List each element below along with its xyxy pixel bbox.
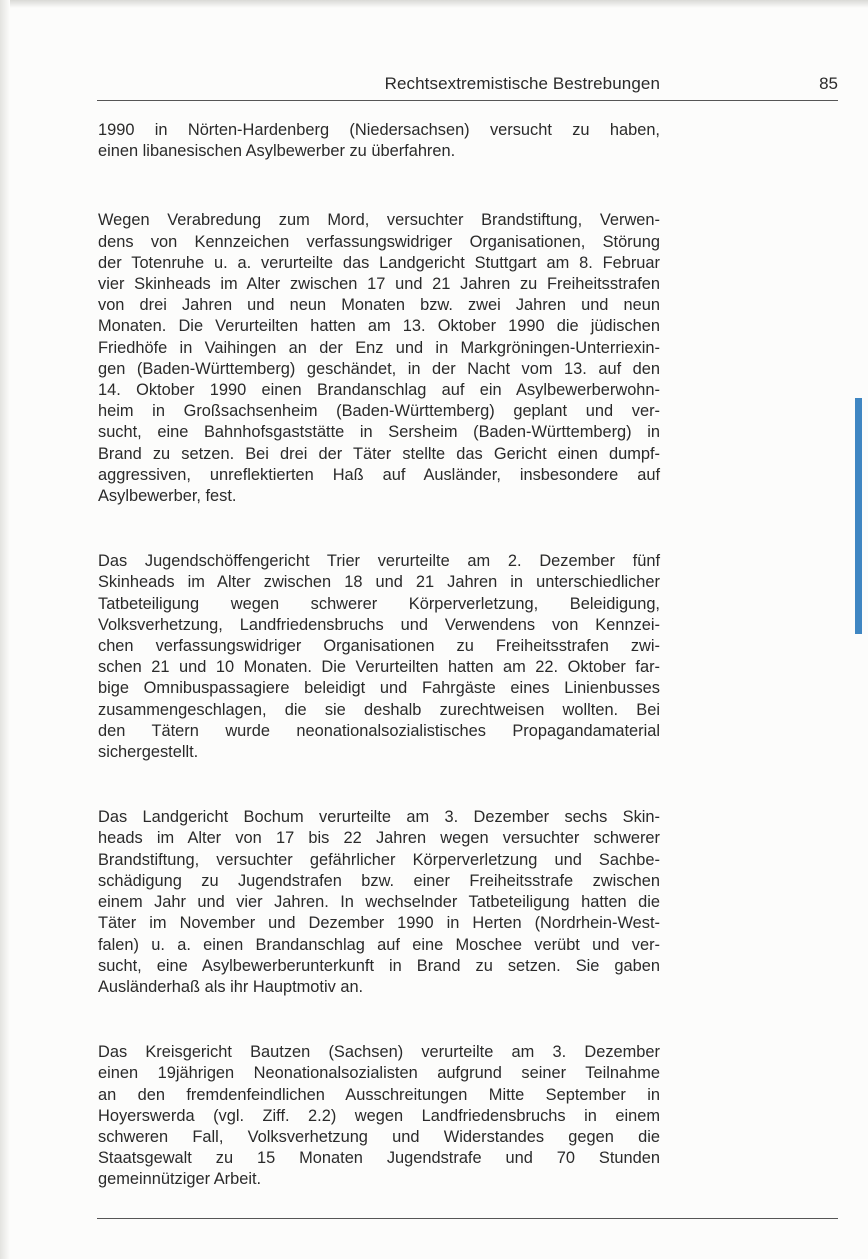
- text-line: gen (Baden-Württemberg) geschändet, in der Nacht vom 13. auf den: [98, 359, 660, 378]
- text-line: Das Jugendschöffengericht Trier verurteilte am 2. Dezember fünf: [98, 552, 660, 571]
- text-line: Volksverhetzung, Landfriedensbruchs und Verwendens von Kennzei-: [98, 615, 660, 634]
- page-number: 85: [819, 74, 838, 93]
- paragraph-4: [98, 807, 660, 998]
- text-line: chen verfassungswidriger Organisationen zu Freiheitsstrafen zwi-: [98, 637, 660, 656]
- text-line: Ausländerhaß als ihr Hauptmotiv an.: [98, 977, 364, 996]
- header-rule: [97, 100, 838, 101]
- text-line: heim in Großsachsenheim (Baden-Württemberg) geplant und ver-: [98, 402, 660, 421]
- text-line: Skinheads im Alter zwischen 18 und 21 Jahren in unterschiedlicher: [98, 573, 660, 592]
- text-line: Täter im November und Dezember 1990 in Herten (Nordrhein-West-: [98, 914, 660, 933]
- scan-edge-left: [0, 0, 10, 1259]
- text-line: der Totenruhe u. a. verurteilte das Landgericht Stuttgart am 8. Februar: [98, 253, 660, 272]
- text-line: aggressiven, unreflektierten Haß auf Ausländer, insbesondere auf: [98, 465, 660, 484]
- text-line: Asylbewerber, fest.: [98, 487, 237, 506]
- body-text: [98, 120, 660, 1191]
- text-line: bige Omnibuspassagiere beleidigt und Fahrgäste eines Linienbusses: [98, 679, 660, 698]
- text-line: Monaten. Die Verurteilten hatten am 13. Oktober 1990 die jüdischen: [98, 317, 660, 336]
- text-line: an den fremdenfeindlichen Ausschreitungen Mitte September in: [98, 1085, 660, 1104]
- text-line: einem Jahr und vier Jahren. In wechselnder Tatbeteiligung hatten die: [98, 893, 660, 912]
- text-line: Tatbeteiligung wegen schwerer Körperverletzung, Beleidigung,: [98, 594, 660, 613]
- text-line: schädigung zu Jugendstrafen bzw. einer Freiheitsstrafe zwischen: [98, 871, 660, 890]
- text-line: zusammengeschlagen, die sie deshalb zurechtweisen wollten. Bei: [98, 700, 660, 719]
- text-line: Das Kreisgericht Bautzen (Sachsen) verurteilte am 3. Dezember: [98, 1043, 660, 1062]
- text-line: Brand zu setzen. Bei drei der Täter stellte das Gericht einen dumpf-: [98, 444, 660, 463]
- text-line: schen 21 und 10 Monaten. Die Verurteilten hatten am 22. Oktober far-: [98, 658, 660, 677]
- paragraph-3: [98, 551, 660, 763]
- text-line: vier Skinheads im Alter zwischen 17 und 21 Jahren zu Freiheitsstrafen: [98, 275, 660, 294]
- text-line: Friedhöfe in Vaihingen an der Enz und in Markgröningen-Unterriexin-: [98, 338, 660, 357]
- text-line: sucht, eine Asylbewerberunterkunft in Brand zu setzen. Sie gaben: [98, 956, 660, 975]
- margin-color-tab: [855, 398, 862, 634]
- scan-edge-top: [0, 0, 868, 8]
- footer-rule: [97, 1218, 838, 1219]
- text-line: Wegen Verabredung zum Mord, versuchter Brandstiftung, Verwen-: [98, 211, 660, 230]
- text-line: einen 19jährigen Neonationalsozialisten aufgrund seiner Teilnahme: [98, 1064, 660, 1083]
- paragraph-2: [98, 210, 660, 507]
- running-title: Rechtsextremistische Bestrebungen: [384, 74, 660, 93]
- text-line: einen libanesischen Asylbewerber zu überfahren.: [98, 142, 456, 161]
- text-line: 14. Oktober 1990 einen Brandanschlag auf ein Asylbewerberwohn-: [98, 381, 660, 400]
- text-line: dens von Kennzeichen verfassungswidriger Organisationen, Störung: [98, 232, 660, 251]
- text-line: sichergestellt.: [98, 743, 199, 762]
- running-header: [97, 74, 838, 100]
- text-line: Hoyerswerda (vgl. Ziff. 2.2) wegen Landfriedensbruchs in einem: [98, 1106, 660, 1125]
- text-line: falen) u. a. einen Brandanschlag auf eine Moschee verübt und ver-: [98, 935, 660, 954]
- text-line: gemeinnütziger Arbeit.: [98, 1170, 262, 1189]
- text-line: von drei Jahren und neun Monaten bzw. zwei Jahren und neun: [98, 296, 660, 315]
- text-line: Das Landgericht Bochum verurteilte am 3. Dezember sechs Skin-: [98, 808, 660, 827]
- paragraph-1: [98, 120, 660, 162]
- text-line: schweren Fall, Volksverhetzung und Widerstandes gegen die: [98, 1127, 660, 1146]
- text-line: 1990 in Nörten-Hardenberg (Niedersachsen) versucht zu haben,: [98, 121, 660, 139]
- text-line: sucht, eine Bahnhofsgaststätte in Sersheim (Baden-Württemberg) in: [98, 423, 660, 442]
- text-line: Brandstiftung, versuchter gefährlicher Körperverletzung und Sachbe-: [98, 850, 660, 869]
- text-line: den Tätern wurde neonationalsozialistisches Propagandamaterial: [98, 721, 660, 740]
- text-line: Staatsgewalt zu 15 Monaten Jugendstrafe und 70 Stunden: [98, 1149, 660, 1168]
- text-line: heads im Alter von 17 bis 22 Jahren wegen versuchter schwerer: [98, 829, 660, 848]
- paragraph-5: [98, 1042, 660, 1190]
